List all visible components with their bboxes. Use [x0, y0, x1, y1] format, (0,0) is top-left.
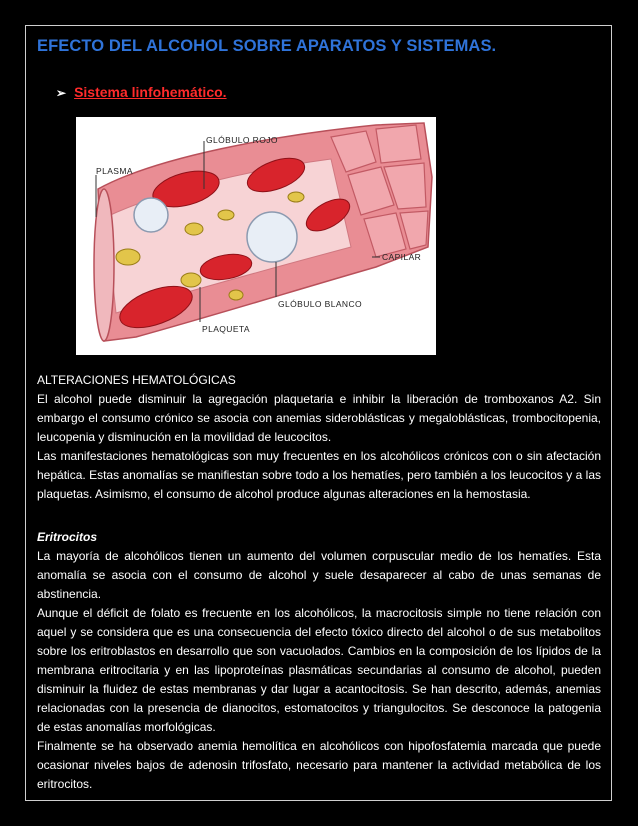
heading-erythrocytes: Eritrocitos [37, 530, 98, 544]
section-heading [56, 84, 227, 100]
label-capillary: CAPILAR [382, 252, 422, 262]
paragraph-4: Aunque el déficit de folato es frecuente en los alcohólicos, la macrocitosis simple no tiene relación con aquel y se considera que es una consecuencia del efecto tóxico directo del alcohol o de sus metabolitos sobre los eritroblastos en desarrollo que son vacuolados. Cambios en la composición de los lípidos de la membrana eritrocitaria y en las lipoproteínas plasmáticas secundarias al consumo de alcohol, pueden disminuir la fluidez de estas membranas y dar lugar a acantocitosis. Se han descrito, además, anemias relacionadas con la presencia de dianocitos, estomatocitos y triangulocitos. Se desconoce la patogenia de estas anomalías morfológicas. [37, 606, 601, 734]
hematology-section [37, 371, 601, 504]
arrow-bullet-icon: ➢ [56, 86, 67, 100]
paragraph-2: Las manifestaciones hematológicas son muy frecuentes en los alcohólicos crónicos con o sin afectación hepática. Estas anomalías se manifiestan sobre todo a los hematíes, pero también a los leucocitos y a las plaquetas. Asimismo, el consumo de alcohol produce algunas alteraciones en la hemostasia. [37, 449, 601, 501]
label-red-cell: GLÓBULO ROJO [206, 135, 278, 145]
label-platelet: PLAQUETA [202, 324, 250, 334]
paragraph-1: El alcohol puede disminuir la agregación plaquetaria e inhibir la liberación de tromboxanos A2. Sin embargo el consumo crónico se asocia con anemias sideroblásticas y megaloblásticas, trombocitopenia, leucopenia y disminución en la movilidad de leucocitos. [37, 392, 601, 444]
vessel-opening [94, 189, 114, 341]
document-title: EFECTO DEL ALCOHOL SOBRE APARATOS Y SISTEMAS. [37, 37, 497, 55]
paragraph-5: Finalmente se ha observado anemia hemolítica en alcohólicos con hipofosfatemia marcada que puede ocasionar niveles bajos de adenosin trifosfato, necesario para mantener la actividad metabólica de los eritrocitos. [37, 739, 601, 791]
vessel-diagram [76, 117, 436, 355]
section-label: Sistema linfohemático. [74, 84, 227, 100]
label-white-cell: GLÓBULO BLANCO [278, 299, 363, 309]
blood-vessel-illustration [76, 117, 436, 355]
erythrocytes-section [37, 528, 601, 794]
label-plasma: PLASMA [96, 166, 133, 176]
heading-hematology: ALTERACIONES HEMATOLÓGICAS [37, 373, 236, 387]
paragraph-3: La mayoría de alcohólicos tienen un aumento del volumen corpuscular medio de los hematíes. Esta anomalía se asocia con el consumo de alcohol y suele desaparecer al cabo de unas semanas de abstinencia. [37, 549, 601, 601]
